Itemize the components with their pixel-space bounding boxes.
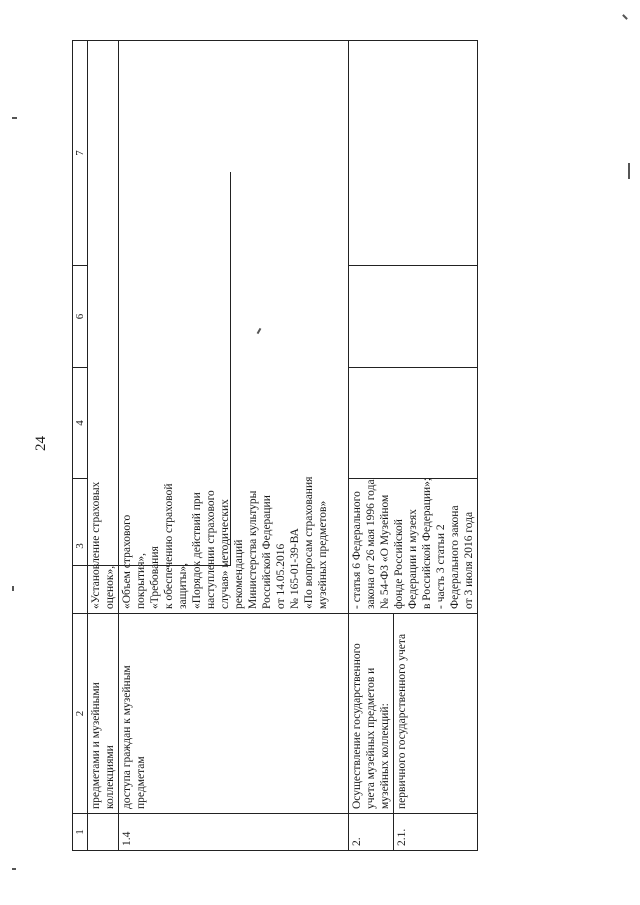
text-line: предметами и музейными xyxy=(90,682,102,809)
row-subject-cell xyxy=(119,614,349,814)
page-number: 24 xyxy=(33,436,49,451)
scan-mark xyxy=(12,586,14,591)
text-line: «Требования xyxy=(149,546,161,609)
header-cell: 2 xyxy=(73,614,88,814)
row-subject-cell xyxy=(88,614,119,814)
header-cell: 1 xyxy=(73,814,88,851)
text-line: Федерального закона xyxy=(449,505,461,609)
row-subject-cell xyxy=(394,614,478,814)
text-line: Федерации и музеях xyxy=(407,509,419,609)
text-line: музейных коллекций: xyxy=(379,703,391,809)
text-line: «По вопросам страхования xyxy=(303,476,315,609)
header-cell: 4 xyxy=(73,368,88,479)
text-line: к обеспечению страховой xyxy=(163,483,175,609)
inner-merged-cell-outline xyxy=(72,172,231,566)
text-line: фонде Российской xyxy=(393,519,405,609)
empty-cell xyxy=(349,266,478,368)
row-number xyxy=(88,814,119,851)
text-line: Министерства культуры xyxy=(247,490,259,609)
text-line: коллекциями xyxy=(104,745,116,809)
text-line: - статья 6 Федерального xyxy=(351,491,363,609)
text-line: случая» методических xyxy=(219,499,231,609)
scan-mark xyxy=(622,14,628,20)
row-subject-cell xyxy=(349,614,394,814)
text-line: - часть 3 статьи 2 xyxy=(435,524,447,609)
text-line: предметам xyxy=(135,756,147,809)
text-line: рекомендаций xyxy=(233,539,245,609)
text-line: Российской Федерации xyxy=(261,495,273,609)
text-line: № 165-01-39-ВА xyxy=(289,528,301,609)
scan-mark xyxy=(12,868,16,870)
text-line: «Установление страховых xyxy=(90,481,102,609)
text-line: оценок», xyxy=(104,565,116,609)
text-line: Осуществление государственного xyxy=(351,643,363,809)
empty-cell xyxy=(349,368,478,479)
text-line: доступа граждан к музейным xyxy=(121,665,133,809)
text-line: первичного государственного учета xyxy=(396,633,408,809)
row-number: 2.1. xyxy=(394,814,478,851)
scan-mark xyxy=(628,163,630,179)
text-line: закона от 26 мая 1996 года xyxy=(365,479,377,609)
text-line: наступлении страхового xyxy=(205,490,217,609)
text-line: № 54-ФЗ «О Музейном xyxy=(379,494,391,609)
header-cell: 6 xyxy=(73,266,88,368)
rotated-page-content xyxy=(72,41,475,851)
scan-mark xyxy=(12,117,17,119)
header-cell: 7 xyxy=(73,41,88,266)
row-number: 1.4 xyxy=(119,814,349,851)
row-content-cell xyxy=(349,479,478,614)
text-line: от 14.05.2016 xyxy=(275,543,287,609)
text-line: «Объем страхового xyxy=(121,514,133,609)
text-line: музейных предметов» xyxy=(317,500,329,609)
header-cell: 3 xyxy=(73,479,88,614)
text-line: от 3 июля 2016 года xyxy=(463,511,475,609)
text-line: «Порядок действий при xyxy=(191,492,203,609)
text-line: покрытия», xyxy=(135,552,147,609)
table-row xyxy=(349,41,394,851)
text-line: защиты», xyxy=(177,562,189,609)
empty-cell xyxy=(349,41,478,266)
text-line: учета музейных предметов и xyxy=(365,667,377,809)
row-number: 2. xyxy=(349,814,394,851)
text-line: в Российской Федерации»; xyxy=(421,477,433,609)
